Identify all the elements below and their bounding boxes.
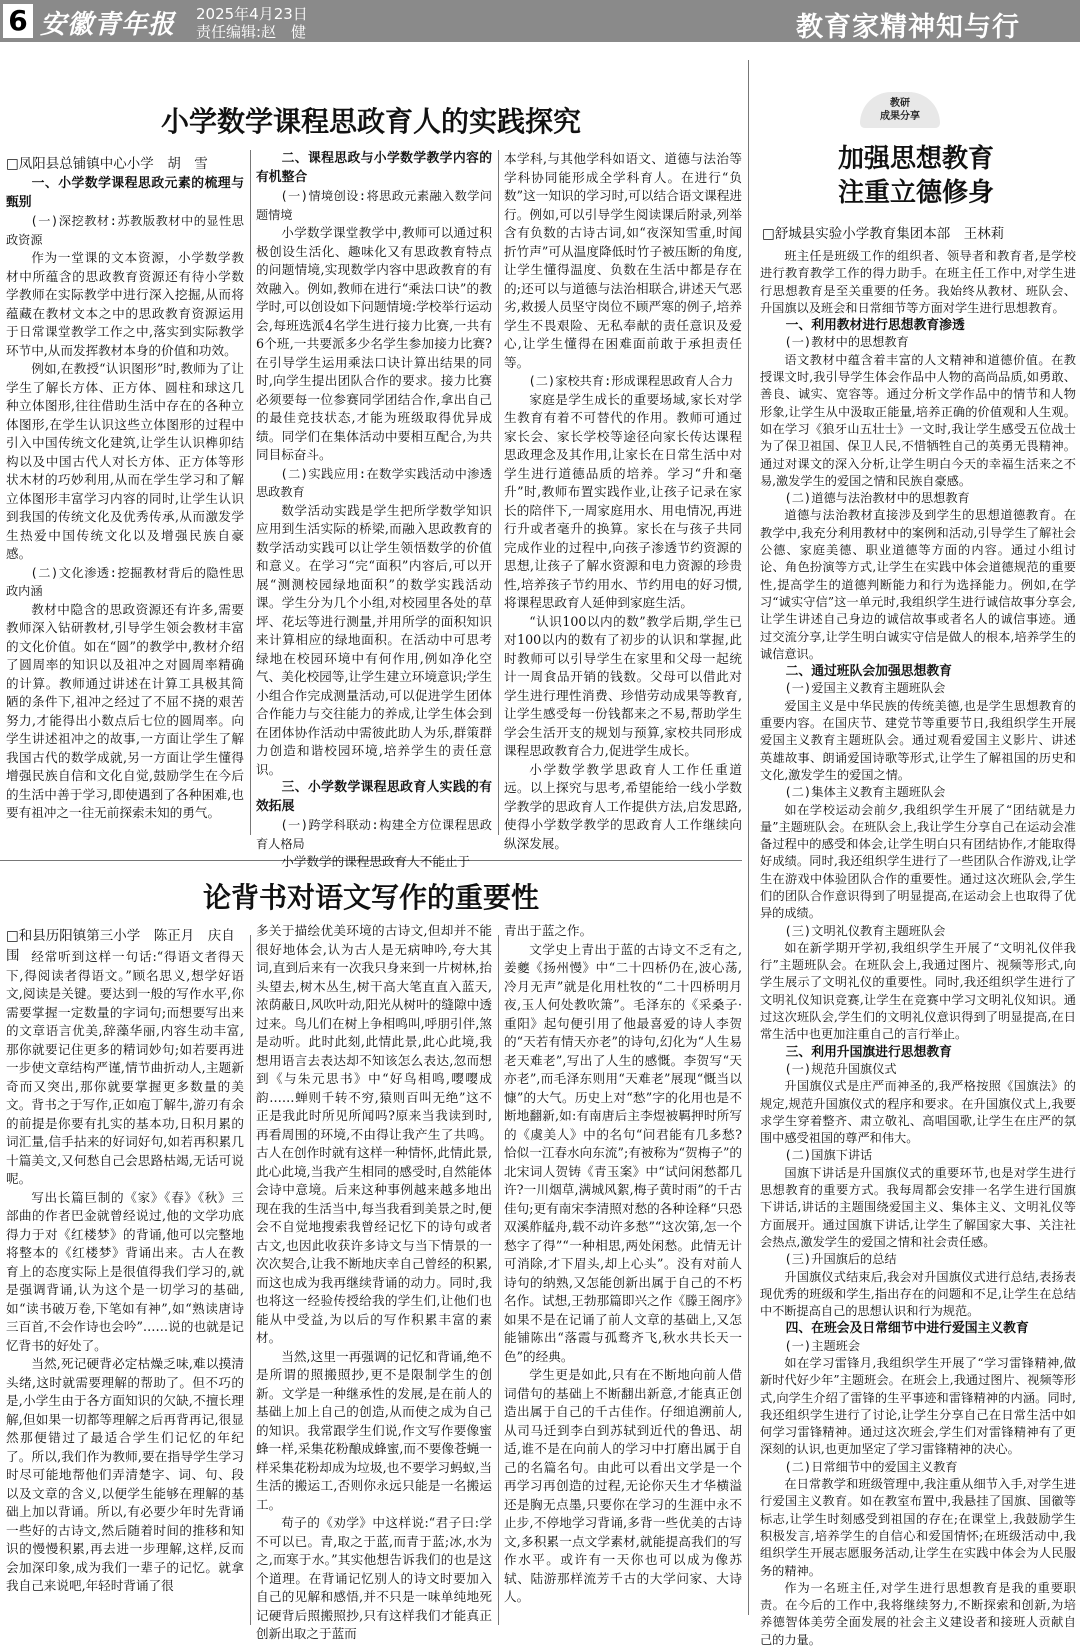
- badge-line-1: 教研: [890, 98, 910, 109]
- paragraph: 学生更是如此,只有在不断地向前人借词借句的基础上不断翻出新意,才能真正创造出属于自己的千古佳作。仔细追溯前人,从司马迁到李白到苏轼到近代的鲁迅、胡适,谁不是在向前人的学习中打磨出属于自己的名篇名句。由此可以看出文学是一个再学习再创造的过程,无论你天生才华横溢还是胸无点墨,只要你在学习的生涯中永不止步,不停地学习背诵,多背一些优美的古诗文,多积累一点文学素材,就能提高我们的写作水平。或许有一天你也可以成为像苏轼、陆游那样流芳千古的大学问家、大诗人。: [504, 1367, 742, 1604]
- paragraph: 教材中隐含的思政资源还有许多,需要教师深入钻研教材,引导学生领会教材丰富的文化价值。如在“圆”的教学中,教材介绍了圆周率的知识以及祖冲之对圆周率精确的计算。教师通过讲述在计算工具极其简陋的条件下,祖冲之经过了不屈不挠的艰苦努力,才能得出小数点后七位的圆周率。向学生讲述祖冲之的故事,一方面让学生了解我国古代的数学成就,另一方面让学生懂得增强民族自信和文化自觉,鼓励学生在今后的生活中善于学习,即使遇到了各种困难,也要有祖冲之一往无前探索未知的勇气。: [6, 601, 244, 820]
- subsection-heading: (二)集体主义教育主题班队会: [784, 785, 946, 800]
- badge-line-2: 成果分享: [880, 111, 920, 122]
- paragraph: 小学数学课堂教学中,教师可以通过积极创设生活化、趣味化又有思政教育特点的问题情境,实现数学内容中思政教育的有效融入。例如,教师在进行“乘法口诀”的教学时,可以创设如下问题情境:学校举行运动会,每班选派4名学生进行接力比赛,一共有6个班,一共要派多少名学生参加接力比赛?在引导学生运用乘法口诀计算出结果的同时,向学生提出团队合作的要求。接力比赛必须要每一位参赛同学团结合作,拿出自己的最佳竞技状态,才能为班级取得优异成绩。同学们在集体活动中要相互配合,为共同目标奋斗。: [256, 225, 492, 462]
- subsection-heading: (二)文化渗透:挖掘教材背后的隐性思政内涵: [6, 565, 244, 598]
- paragraph: 青出于蓝之作。: [504, 923, 593, 938]
- section-title: 教育家精神知与行: [796, 12, 1020, 43]
- paragraph: 文学史上青出于蓝的古诗文不乏有之,姜夔《扬州慢》中“二十四桥仍在,波心荡,冷月无声”就是化用杜牧的“二十四桥明月夜,玉人何处教吹箫”。毛泽东的《采桑子·重阳》起句便引用了他最喜爱的诗人李贺的“天若有情天亦老”的诗句,幻化为“人生易老天难老”,写出了人生的感慨。李贺写“天亦老”,而毛泽东则用“天难老”展现“慨当以慷”的大气。历史上对“愁”字的化用也是不断地翻新,如:有南唐后主李煜被羁押时所写的《虞美人》中的名句“问君能有几多愁?恰似一江春水向东流”;有被称为“贺梅子”的北宋词人贺铸《青玉案》中“试问闲愁都几许?一川烟草,满城风絮,梅子黄时雨”的千古佳句;更有南宋李清照对愁的各种诠释“只恐双溪舴艋舟,载不动许多愁”“这次第,怎一个愁字了得”“一种相思,两处闲愁。此情无计可消除,才下眉头,却上心头”。没有对前人诗句的纳熟,又怎能创新出属于自己的不朽名作。试想,王勃那篇即兴之作《滕王阁序》如果不是在记诵了前人文章的基础上,又怎能铺陈出“落霞与孤鹜齐飞,秋水共长天一色”的经典。: [504, 941, 742, 1364]
- paragraph: 如在新学期开学初,我组织学生开展了“文明礼仪伴我行”主题班队会。在班队会上,我通过图片、视频等形式,向学生展示了文明礼仪的重要性。同时,我还组织学生进行了文明礼仪知识竞赛,让学生在竞赛中学习文明礼仪知识。通过这次班队会,学生们的文明礼仪意识得到了明显提高,在日常生活中也更加注重自己的言行举止。: [760, 940, 1076, 1042]
- article1-title: 小学数学课程思政育人的实践探究: [160, 105, 581, 138]
- paragraph: 作为一堂课的文本资源，小学数学教材中所蕴含的思政教育资源还有待小学数学教师在实际教学中进行深入挖掘,从而将蕴藏在教材文本之中的思政教育资源运用于日常课堂教学工作之中,落实到实际教学环节中,从而发挥教材本身的价值和功效。: [6, 250, 244, 358]
- subsection-heading: (一)主题班会: [784, 1338, 861, 1353]
- paragraph: 数学活动实践是学生把所学数学知识应用到生活实际的桥梁,而融入思政教育的数学活动实践可以让学生领悟数学的价值和意义。在学习“完“面积”内容后,可以开展“测测校园绿地面积”的数学实践活动课。学生分为几个小组,对校园里各处的草坪、花坛等进行测量,并用所学的面积知识来计算相应的绿地面积。在活动中可思考绿地在校园环境中有何作用,例如净化空气、美化校园等,让学生建立环境意识;学生小组合作完成测量活动,可以促进学生团体合作能力与交往能力的养成,让学生体会到在团体协作活动中需彼此助人为乐,群策群力创造和谐校园环境,培养学生的责任意识。: [256, 502, 492, 777]
- paragraph: 爱国主义是中华民族的传统美德,也是学生思想教育的重要内容。在国庆节、建党节等重要节日,我组织学生开展爱国主义教育主题班队会。通过观看爱国主义影片、讲述英雄故事、朗诵爱国诗歌等形式,让学生了解祖国的历史和文化,激发学生的爱国之情。: [760, 698, 1076, 782]
- paragraph: 写出长篇巨制的《家》《春》《秋》三部曲的作者巴金就曾经说过,他的文学功底得力于对《红楼梦》的背诵,他可以完整地将整本的《红楼梦》背诵出来。古人在教育上的态度实际上是很值得我们学习的,就是强调背诵,认为这个是一切学习的基础,如“读书破万卷,下笔如有神”,如“熟读唐诗三百首,不会作诗也会吟”……说的也就是记忆背书的好处了。: [6, 1189, 244, 1353]
- paragraph: 例如,在教授“认识图形”时,教师为了让学生了解长方体、正方体、圆柱和球这几种立体图形,往往借助生活中存在的各种立体图形,在学生认识这些立体图形的过程中引入中国传统文化建筑,让学生认识榫卯结构以及中国古代人对长方体、正方体等形状木材的巧妙利用,从而在学生学习和了解立体图形丰富学习内容的同时,让学生认识到我国的传统文化及优秀传承,从而激发学生热爱中国传统文化以及增强民族自豪感。: [6, 361, 244, 561]
- subsection-heading: (一)规范升国旗仪式: [784, 1061, 897, 1076]
- subsection-heading: (一)跨学科联动:构建全方位课程思政育人格局: [256, 818, 492, 851]
- paragraph: 当然,死记硬背必定枯燥乏味,难以摸清头绪,这时就需要理解的帮助了。但不巧的是,小学生由于各方面知识的欠缺,不擅长理解,但如果一切都等理解之后再背再记,很显然那便错过了最适合学生们记忆的年纪了。所以,我们作为教师,要在指导学生学习时尽可能地帮他们弄清楚字、词、句、段以及文章的含义,以便学生能够在理解的基础上加以背诵。所以,有必要少年时先背诵一些好的古诗文,然后随着时间的推移和知识的慢慢积累,再去进一步理解,这样,反而会加深印象,成为我们一辈子的记忆。就拿我自己来说吧,年轻时背诵了很: [6, 1356, 244, 1593]
- paragraph: 语文教材中蕴含着丰富的人文精神和道德价值。在教授课文时,我引导学生体会作品中人物的高尚品质,如勇敢、善良、诚实、宽容等。通过分析文学作品中的情节和人物形象,让学生从中汲取正能量,培养正确的价值观和人生观。如在学习《狼牙山五壮士》一文时,我让学生感受五位战士为了保卫祖国、保卫人民,不惜牺牲自己的英勇无畏精神。通过对课文的深入分析,让学生明白今天的幸福生活来之不易,激发学生的爱国之情和民族自豪感。: [760, 352, 1076, 488]
- research-badge: [860, 92, 940, 128]
- paragraph: 在日常教学和班级管理中,我注重从细节入手,对学生进行爱国主义教育。如在教室布置中,我悬挂了国旗、国徽等标志,让学生时刻感受到祖国的存在;在课堂上,我鼓励学生积极发言,培养学生的自信心和爱国情怀;在班级活动中,我组织学生开展志愿服务活动,让学生在实践中体会为人民服务的精神。: [760, 1477, 1076, 1578]
- subsection-heading: (三)文明礼仪教育主题班队会: [784, 923, 946, 938]
- article2-column-2: [256, 922, 492, 1641]
- subsection-heading: (二)实践应用:在数学实践活动中渗透思政教育: [256, 466, 492, 499]
- paragraph: “认识100以内的数”教学后期,学生已对100以内的数有了初步的认识和掌握,此时教师可以引导学生在家里和父母一起统计一周食品开销的钱数。父母可以借此对学生进行理性消费、珍惜劳动成果等教育,让学生感受每一份钱都来之不易,帮助学生学会生活开支的规划与预算,家校共同形成课程思政教育合力,促进学生成长。: [504, 613, 742, 758]
- editor-credit: 责任编辑:赵 健: [196, 23, 307, 41]
- subsection-heading: (一)爱国主义教育主题班队会: [784, 681, 946, 696]
- section-heading: 二、课程思政与小学数学教学内容的有机整合: [256, 151, 492, 185]
- column-divider: [748, 60, 749, 1615]
- section-heading: 一、小学数学课程思政元素的梳理与甄别: [6, 176, 244, 210]
- article2-title: 论背书对语文写作的重要性: [202, 881, 539, 914]
- paragraph: 多关于描绘优美环境的古诗文,但却并不能很好地体会,认为古人是无病呻吟,夸大其词,直到后来有一次我只身来到一片树林,抬头望去,树木丛生,树干高大笔直直入蓝天,浓荫蔽日,风吹叶动,阳光从树叶的缝隙中透过来。鸟儿们在树上争相鸣叫,呼朋引伴,煞是动听。此时此刻,此情此景,此心此境,我想用语言去表达却不知该怎么表达,忽而想到《与朱元思书》中“好鸟相鸣,嘤嘤成韵……蝉则千转不穷,猿则百叫无绝”这不正是我此时所见所闻吗?原来当我读到时,再看周围的环境,不由得让我产生了共鸣。古人在创作时就有这样一种情怀,此情此景,此心此境,当我产生相同的感受时,自然能体会诗中意境。后来这种事例越来越多地出现在我的生活当中,每当我看到美景之时,便会不自觉地搜索我曾经记忆下的诗句或者古文,也因此收获许多诗文与当下情景的一次次契合,让我不断地庆幸自己曾经的积累,而这也成为我再继续背诵的动力。同时,我也将这一经验传授给我的学生们,让他们也能从中受益,为以后的写作积累丰富的素材。: [256, 923, 492, 1345]
- paragraph: 升国旗仪式是庄严而神圣的,我严格按照《国旗法》的规定,规范升国旗仪式的程序和要求。在升国旗仪式上,我要求学生穿着整齐、肃立敬礼、高唱国歌,让学生在庄严的氛围中感受祖国的尊严和伟大。: [760, 1079, 1076, 1146]
- article3-title-line-1: 加强思想教育: [837, 144, 994, 174]
- column-rule: [498, 935, 499, 1625]
- paragraph: 家庭是学生成长的重要场域,家长对学生教育有着不可替代的作用。教师可通过家长会、家长学校等途径向家长传达课程思政理念及其作用,让家长在日常生活中对学生进行道德品质的培养。学习“升和毫升”时,教师布置实践作业,让孩子记录在家长的陪伴下,一周家庭用水、用电情况,再进行升或者毫升的换算。家长在与孩子共同完成作业的过程中,向孩子渗透节约资源的思想,让孩子了解水资源和电力资源的珍贵性,培养孩子节约用水、节约用电的好习惯,将课程思政育人延伸到家庭生活。: [504, 391, 742, 610]
- paragraph: 本学科,与其他学科如语文、道德与法治等学科协同能形成全学科育人。在进行“负数”这一知识的学习时,可以结合语文课程进行。例如,可以引导学生阅读课后附录,列举含有负数的古诗古词,如“夜深知雪重,时闻折竹声”可从温度降低时竹子被压断的角度,让学生懂得温度、负数在生活中都是存在的;还可以与道德与法治相联合,讲述天气恶劣,救援人员坚守岗位不顾严寒的例子,培养学生不畏艰险、无私奉献的责任意识及爱心,让学生懂得在困难面前敢于承担责任等。: [504, 151, 742, 370]
- paragraph: 升国旗仪式结束后,我会对升国旗仪式进行总结,表扬表现优秀的班级和学生,指出存在的问题和不足,让学生在总结中不断提高自己的思想认识和行为规范。: [760, 1269, 1076, 1319]
- paragraph: 作为一名班主任,对学生进行思想教育是我的重要职责。在今后的工作中,我将继续努力,不断探索和创新,为培养德智体美劳全面发展的社会主义建设者和接班人贡献自己的力量。: [760, 1580, 1076, 1647]
- masthead: [0, 0, 1080, 42]
- section-heading: 一、利用教材进行思想教育渗透: [785, 318, 965, 334]
- paragraph: 小学数学教学思政育人工作任重道远。以上探究与思考,希望能给一线小学数学教学的思政育人工作提供方法,启发思路,使得小学数学教学的思政育人工作继续向纵深发展。: [504, 761, 742, 851]
- paragraph: 小学数学的课程思政育人不能止于: [281, 854, 471, 869]
- subsection-heading: (二)道德与法治教材中的思想教育: [784, 491, 970, 506]
- article2-byline: □和县历阳镇第三小学 陈正月 庆自围: [6, 928, 235, 964]
- section-heading: 二、通过班队会加强思想教育: [785, 664, 952, 680]
- subsection-heading: (一)教材中的思想教育: [784, 335, 909, 350]
- paragraph: 荀子的《劝学》中这样说:“君子曰:学不可以已。青,取之于蓝,而青于蓝;冰,水为之,而寒于水。”其实他想告诉我们的也是这个道理。在背诵记忆别人的诗文时要加入自己的见解和感悟,并不只是一味单纯地死记硬背后照搬照抄,只有这样我们才能真正创新出取之于蓝而: [256, 1515, 492, 1641]
- column-rule: [250, 150, 251, 835]
- paragraph: 国旗下讲话是升国旗仪式的重要环节,也是对学生进行思想教育的重要方式。我每周都会安排一名学生进行国旗下讲话,讲话的主题围绕爱国主义、集体主义、文明礼仪等方面展开。通过国旗下讲话,让学生了解国家大事、关注社会热点,激发学生的爱国之情和社会责任感。: [760, 1165, 1076, 1249]
- subsection-heading: (二)家校共育:形成课程思政育人合力: [528, 374, 734, 388]
- article1-byline: □凤阳县总铺镇中心小学 胡 雪: [6, 156, 208, 172]
- paragraph: 如在学校运动会前夕,我组织学生开展了“团结就是力量”主题班队会。在班队会上,我让学生分享自己在运动会准备过程中的感受和体会,让学生明白只有团结协作,才能取得好成绩。同时,我还组织学生进行了一些团队合作游戏,让学生在游戏中体验团队合作的重要性。通过这次班队会,学生们的团队合作意识得到了明显提高,在运动会上也取得了优异的成绩。: [760, 802, 1076, 921]
- paragraph: 经常听到这样一句话:“得语文者得天下,得阅读者得语文。”顾名思义,想学好语文,阅读是关键。要达到一般的写作水平,你需要掌握一定数量的字词句;而想要写出来的文章语言优美,辞藻华丽,内容生动丰富,那你就要记住更多的精词妙句;如若要再进一步使文章结构严谨,情节曲折动人,主题新奇而又突出,那你就要掌握更多数量的美文。背书之于写作,正如庖丁解牛,游刃有余的前提是你要有扎实的基本功,日积月累的词汇量,信手拈来的好词好句,如若再积累几十篇美文,又何愁自己会思路枯竭,无话可说呢。: [6, 949, 244, 1186]
- article1-column-2: [256, 150, 492, 869]
- subsection-heading: (三)升国旗后的总结: [784, 1252, 897, 1267]
- issue-date: 2025年4月23日: [196, 5, 308, 23]
- paragraph: 如在学习雷锋月,我组织学生开展了“学习雷锋精神,做新时代好少年”主题班会。在班会上,我通过图片、视频等形式,向学生介绍了雷锋的生平事迹和雷锋精神的内涵。同时,我还组织学生进行了讨论,让学生分享自己在日常生活中如何学习雷锋精神。通过这次班会,学生们对雷锋精神有了更深刻的认识,也更加坚定了学习雷锋精神的决心。: [760, 1356, 1076, 1457]
- subsection-heading: (二)日常细节中的爱国主义教育: [784, 1459, 958, 1474]
- section-heading: 四、在班会及日常细节中进行爱国主义教育: [785, 1321, 1029, 1337]
- article1-column-3: [504, 150, 742, 851]
- article1-column-1: [6, 175, 244, 835]
- article3-body: [760, 248, 1076, 1647]
- page-number: 6: [3, 4, 33, 38]
- article3-title-line-2: 注重立德修身: [837, 178, 994, 208]
- article2-column-1: [6, 948, 244, 1618]
- subsection-heading: (二)国旗下讲话: [784, 1148, 873, 1163]
- subsection-heading: (一)情境创设:将思政元素融入数学问题情境: [256, 189, 492, 222]
- column-rule: [250, 935, 251, 1625]
- paragraph: 当然,这里一再强调的记忆和背诵,绝不是所谓的照搬照抄,更不是限制学生的创新。文学是一种继承性的发展,是在前人的基础上加上自己的创造,从而使之成为自己的知识。我常跟学生们说,作文写作要像蜜蜂一样,采集花粉酿成蜂蜜,而不要像苍蝇一样采集花粉却成为垃圾,也不要学习蚂蚁,当生活的搬运工,否则你永远只能是一名搬运工。: [256, 1348, 492, 1512]
- section-heading: 三、利用升国旗进行思想教育: [785, 1044, 952, 1060]
- column-rule: [498, 150, 499, 835]
- article3-title: [756, 142, 1076, 210]
- subsection-heading: (一)深挖教材:苏教版教材中的显性思政资源: [6, 214, 244, 247]
- article2-column-3: [504, 922, 742, 1618]
- paragraph: 道德与法治教材直接涉及到学生的思想道德教育。在教学中,我充分利用教材中的案例和活动,引导学生了解社会公德、家庭美德、职业道德等方面的内容。通过小组讨论、角色扮演等方式,让学生在实践中体会道德规范的重要性,提高学生的道德判断能力和行为选择能力。例如,在学习“诚实守信”这一单元时,我组织学生进行诚信故事分享会,让学生讲述自己身边的诚信故事或者名人的诚信事迹。通过交流分享,让学生明白诚实守信是做人的根本,培养学生的诚信意识。: [760, 508, 1076, 661]
- paper-logo: 安徽青年报: [40, 10, 176, 40]
- article3-byline: □舒城县实验小学教育集团本部 王林莉: [762, 226, 1005, 242]
- section-heading: 三、小学数学课程思政育人实践的有效拓展: [256, 780, 492, 814]
- paragraph: 班主任是班级工作的组织者、领导者和教育者,是学校进行教育教学工作的得力助手。在班主任工作中,对学生进行思想教育是至关重要的任务。我始终从教材、班队会、升国旗以及班会和日常细节等方面对学生进行思想教育。: [760, 249, 1076, 315]
